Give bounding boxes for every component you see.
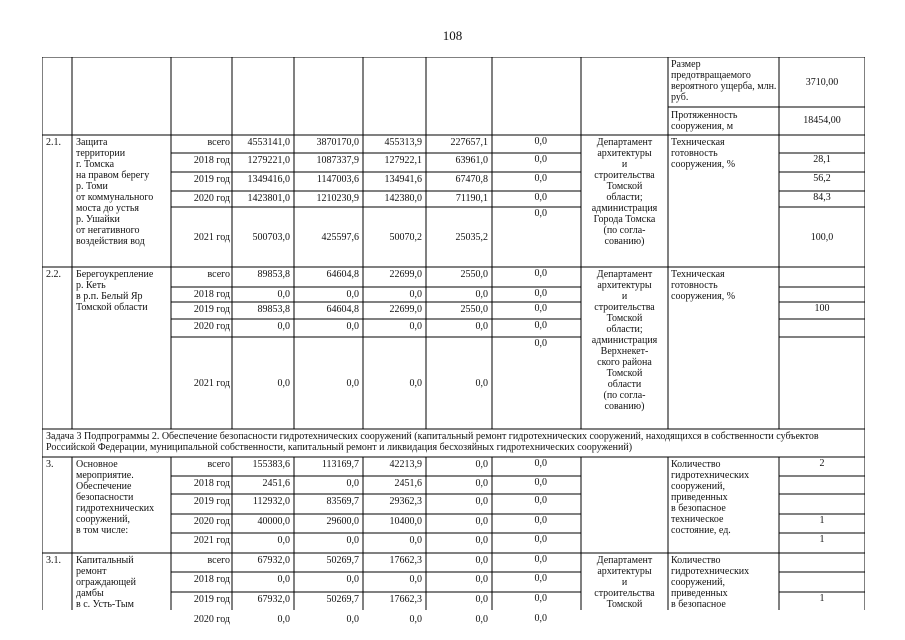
year-label	[173, 337, 230, 429]
row-name-text: Защита территории г. Томска на правом берегу р. Томи от коммунального моста до устья р. Ушайки от негативного воздействия вод	[76, 137, 154, 247]
year-label	[173, 614, 230, 625]
year-label-text: всего	[207, 137, 230, 148]
amount-total-text: 0,0	[277, 289, 290, 300]
amount-total-text: 0,0	[277, 614, 290, 625]
amount-regional-text: 50070,2	[389, 231, 422, 243]
indicator-value-text: 100	[814, 303, 830, 314]
amount-federal	[296, 207, 359, 267]
amount-local-text: 71190,1	[455, 193, 488, 204]
amount-other-text: 0,0	[534, 593, 547, 604]
amount-regional-text: 0,0	[409, 321, 422, 332]
amount-regional	[365, 478, 422, 489]
amount-local	[428, 496, 488, 507]
amount-total-text: 4553141,0	[247, 137, 290, 148]
amount-federal	[296, 478, 359, 489]
amount-local	[428, 269, 488, 280]
row-indicator	[671, 269, 779, 302]
row-indicator-text: Техническая готовность сооружения, %	[671, 137, 736, 170]
page-number: 108	[442, 28, 463, 43]
year-label	[173, 207, 230, 267]
amount-federal	[296, 614, 359, 625]
amount-other	[494, 338, 547, 349]
amount-local	[428, 459, 488, 470]
amount-other	[494, 495, 547, 506]
amount-total	[234, 516, 290, 527]
row-indicator	[671, 137, 779, 170]
amount-total	[234, 155, 290, 166]
amount-federal	[296, 321, 359, 332]
amount-local	[428, 614, 488, 625]
amount-other	[494, 458, 547, 469]
row-name-text: Капитальный ремонт ограждающей дамбы в с. Усть-Тым	[76, 555, 136, 610]
year-label-text: 2019 год	[193, 174, 230, 185]
row-indicator-text: Техническая готовность сооружения, %	[671, 269, 736, 302]
amount-regional-text: 0,0	[409, 574, 422, 585]
amount-total-text: 0,0	[277, 377, 290, 389]
row-name	[76, 269, 172, 313]
amount-other-text: 0,0	[534, 495, 547, 506]
amount-regional	[365, 574, 422, 585]
amount-total-text: 1423801,0	[247, 193, 290, 204]
row-executor	[581, 137, 668, 247]
amount-regional-text: 22699,0	[389, 269, 422, 280]
amount-local	[428, 137, 488, 148]
amount-local	[428, 289, 488, 300]
amount-other-text: 0,0	[534, 477, 547, 488]
indicator-value	[779, 173, 865, 184]
amount-local	[428, 535, 488, 546]
year-label	[173, 496, 230, 507]
indicator-value	[779, 303, 865, 314]
amount-federal-text: 0,0	[346, 377, 359, 389]
amount-other-text: 0,0	[534, 303, 547, 314]
amount-federal-text: 1210230,9	[316, 193, 359, 204]
indicator-value	[779, 515, 865, 526]
indicator-value-text: 1	[819, 515, 825, 526]
year-label	[173, 269, 230, 280]
top-indicator-length-text: Протяженность сооружения, м	[671, 110, 738, 132]
amount-federal-text: 50269,7	[326, 555, 359, 566]
amount-other-text: 0,0	[534, 515, 547, 526]
row-executor	[581, 269, 668, 412]
amount-other-text: 0,0	[534, 338, 547, 349]
amount-local	[428, 594, 488, 605]
amount-total-text: 1349416,0	[247, 174, 290, 185]
amount-local-text: 25035,2	[455, 231, 488, 243]
amount-local	[428, 574, 488, 585]
amount-total	[234, 137, 290, 148]
amount-other-text: 0,0	[534, 534, 547, 545]
amount-total-text: 67932,0	[257, 594, 290, 605]
amount-federal-text: 0,0	[346, 574, 359, 585]
amount-local-text: 0,0	[475, 614, 488, 625]
amount-local-text: 2550,0	[460, 269, 488, 280]
row-number	[46, 269, 70, 280]
indicator-value	[779, 192, 865, 203]
amount-regional-text: 0,0	[409, 289, 422, 300]
amount-federal-text: 0,0	[346, 289, 359, 300]
amount-local-text: 0,0	[475, 478, 488, 489]
amount-total	[234, 459, 290, 470]
indicator-value-text: 2	[819, 458, 825, 469]
amount-regional	[365, 459, 422, 470]
program-table	[42, 57, 865, 625]
amount-federal	[296, 337, 359, 429]
amount-other-text: 0,0	[534, 192, 547, 203]
amount-federal	[296, 174, 359, 185]
amount-other	[494, 534, 547, 545]
amount-total-text: 112932,0	[252, 496, 290, 507]
amount-federal	[296, 516, 359, 527]
indicator-value-text: 56,2	[813, 173, 831, 184]
amount-regional-text: 17662,3	[389, 555, 422, 566]
year-label-text: 2018 год	[193, 478, 230, 489]
amount-regional	[365, 496, 422, 507]
amount-local-text: 0,0	[475, 555, 488, 566]
row-number-text: 3.1.	[46, 555, 61, 566]
row-name	[76, 555, 172, 610]
amount-regional	[365, 207, 422, 267]
amount-federal	[296, 193, 359, 204]
amount-other	[494, 268, 547, 279]
amount-other	[494, 173, 547, 184]
amount-local-text: 2550,0	[460, 304, 488, 315]
year-label-text: 2018 год	[193, 289, 230, 300]
amount-total	[234, 594, 290, 605]
year-label-text: 2020 год	[193, 516, 230, 527]
row-name-text: Берегоукрепление р. Кеть в р.п. Белый Яр Томской области	[76, 269, 154, 313]
amount-local	[428, 155, 488, 166]
year-label-text: всего	[207, 269, 230, 280]
year-label	[173, 304, 230, 315]
amount-local	[428, 555, 488, 566]
amount-regional	[365, 321, 422, 332]
amount-regional-text: 134941,6	[384, 174, 422, 185]
amount-federal-text: 3870170,0	[316, 137, 359, 148]
row-executor	[581, 555, 668, 610]
amount-local-text: 0,0	[475, 377, 488, 389]
amount-federal-text: 1087337,9	[316, 155, 359, 166]
indicator-value	[779, 593, 865, 604]
year-label-text: 2018 год	[193, 574, 230, 585]
amount-total	[234, 304, 290, 315]
amount-local-text: 0,0	[475, 496, 488, 507]
amount-regional-text: 0,0	[409, 614, 422, 625]
amount-federal-text: 64604,8	[326, 304, 359, 315]
amount-total	[234, 207, 290, 267]
amount-regional	[365, 193, 422, 204]
top-value-length	[779, 115, 865, 126]
amount-total	[234, 193, 290, 204]
amount-regional-text: 2451,6	[394, 478, 422, 489]
amount-total	[234, 614, 290, 625]
amount-local	[428, 478, 488, 489]
task-heading-text: Задача 3 Подпрограммы 2. Обеспечение безопасности гидротехнических сооружений (капитальный ремонт гидротехнических сооружений, находящихся в собственности субъектов Российской Федерации, муниципальной собственности, капитальный ремонт и ликвидация бесхозяйных гидротехнических сооружений)	[46, 431, 819, 453]
amount-other	[494, 136, 547, 147]
row-number-text: 3.	[46, 459, 54, 470]
amount-other-text: 0,0	[534, 458, 547, 469]
year-label-text: 2021 год	[193, 231, 230, 243]
amount-regional	[365, 155, 422, 166]
amount-federal	[296, 574, 359, 585]
year-label	[173, 574, 230, 585]
year-label	[173, 137, 230, 148]
amount-local	[428, 304, 488, 315]
top-value-length-text: 18454,00	[803, 115, 841, 126]
amount-total-text: 89853,8	[257, 304, 290, 315]
amount-local-text: 0,0	[475, 459, 488, 470]
year-label	[173, 478, 230, 489]
amount-local	[428, 321, 488, 332]
amount-total	[234, 496, 290, 507]
amount-other	[494, 192, 547, 203]
amount-other	[494, 593, 547, 604]
top-value-damage	[779, 77, 865, 88]
amount-regional	[365, 289, 422, 300]
amount-total-text: 500703,0	[252, 231, 290, 243]
amount-federal-text: 50269,7	[326, 594, 359, 605]
amount-federal	[296, 496, 359, 507]
row-number	[46, 459, 70, 470]
amount-other	[494, 573, 547, 584]
amount-other	[494, 288, 547, 299]
indicator-value	[779, 534, 865, 545]
year-label-text: 2019 год	[193, 594, 230, 605]
year-label	[173, 193, 230, 204]
amount-total-text: 67932,0	[257, 555, 290, 566]
amount-regional	[365, 594, 422, 605]
amount-total-text: 40000,0	[257, 516, 290, 527]
top-value-damage-text: 3710,00	[805, 77, 839, 88]
amount-federal-text: 29600,0	[326, 516, 359, 527]
amount-other	[494, 554, 547, 565]
row-indicator	[671, 459, 779, 536]
amount-local	[428, 337, 488, 429]
amount-regional	[365, 555, 422, 566]
amount-regional	[365, 516, 422, 527]
amount-other-text: 0,0	[534, 573, 547, 584]
amount-local-text: 0,0	[475, 321, 488, 332]
amount-federal-text: 0,0	[346, 614, 359, 625]
row-indicator-text: Количество гидротехнических сооружений, приведенных в безопасное техническое состояние, ед.	[671, 459, 750, 536]
year-label-text: 2020 год	[193, 614, 230, 625]
amount-other-text: 0,0	[534, 136, 547, 147]
amount-total-text: 0,0	[277, 535, 290, 546]
amount-federal-text: 83569,7	[326, 496, 359, 507]
indicator-value-text: 28,1	[813, 154, 831, 165]
top-indicator-damage-text: Размер предотвращаемого вероятного ущерба, млн. руб.	[671, 59, 777, 103]
year-label	[173, 594, 230, 605]
row-number-text: 2.2.	[46, 269, 61, 280]
amount-other-text: 0,0	[534, 173, 547, 184]
amount-other-text: 0,0	[534, 208, 547, 219]
amount-other	[494, 303, 547, 314]
amount-federal	[296, 459, 359, 470]
row-indicator	[671, 555, 779, 610]
amount-regional	[365, 269, 422, 280]
amount-federal-text: 113169,7	[321, 459, 359, 470]
task-heading	[46, 431, 861, 453]
amount-regional-text: 22699,0	[389, 304, 422, 315]
indicator-value-text: 84,3	[813, 192, 831, 203]
amount-total	[234, 535, 290, 546]
amount-total	[234, 321, 290, 332]
amount-total-text: 89853,8	[257, 269, 290, 280]
amount-local-text: 227657,1	[450, 137, 488, 148]
amount-local-text: 0,0	[475, 289, 488, 300]
amount-other	[494, 320, 547, 331]
row-name-text: Основное мероприятие. Обеспечение безопасности гидротехнических сооружений, в том числе:	[76, 459, 155, 536]
amount-local-text: 0,0	[475, 535, 488, 546]
amount-total	[234, 555, 290, 566]
amount-other-text: 0,0	[534, 268, 547, 279]
indicator-value	[779, 458, 865, 469]
row-number	[46, 555, 70, 566]
row-number	[46, 137, 70, 148]
amount-regional	[365, 174, 422, 185]
year-label-text: 2019 год	[193, 496, 230, 507]
year-label	[173, 535, 230, 546]
year-label	[173, 555, 230, 566]
indicator-value-text: 100,0	[810, 231, 834, 243]
row-number-text: 2.1.	[46, 137, 61, 148]
amount-other	[494, 515, 547, 526]
amount-total	[234, 574, 290, 585]
amount-other-text: 0,0	[534, 288, 547, 299]
top-indicator-damage	[671, 59, 779, 103]
amount-regional-text: 29362,3	[389, 496, 422, 507]
amount-federal	[296, 304, 359, 315]
row-name	[76, 459, 172, 536]
amount-total-text: 155383,6	[252, 459, 290, 470]
amount-local-text: 0,0	[475, 516, 488, 527]
year-label-text: 2018 год	[193, 155, 230, 166]
amount-regional-text: 10400,0	[389, 516, 422, 527]
amount-other	[494, 208, 547, 219]
amount-federal-text: 425597,6	[321, 231, 359, 243]
amount-other-text: 0,0	[534, 154, 547, 165]
amount-other-text: 0,0	[534, 613, 547, 624]
amount-federal	[296, 289, 359, 300]
row-executor-text: Департамент архитектуры и строительства Томской области; администрация Верхнекет- ского района Томской области (по согла- сованию)	[591, 269, 658, 412]
amount-federal	[296, 137, 359, 148]
amount-local-text: 0,0	[475, 574, 488, 585]
amount-regional	[365, 535, 422, 546]
amount-regional-text: 455313,9	[384, 137, 422, 148]
indicator-value	[779, 207, 865, 267]
amount-local-text: 67470,8	[455, 174, 488, 185]
year-label-text: 2021 год	[193, 535, 230, 546]
year-label	[173, 155, 230, 166]
amount-total	[234, 174, 290, 185]
row-executor-text: Департамент архитектуры и строительства Томской области; администрация Города Томска (по согла- сованию)	[591, 137, 658, 247]
amount-federal	[296, 155, 359, 166]
indicator-value-text: 1	[819, 534, 825, 545]
top-indicator-length	[671, 110, 779, 132]
amount-regional-text: 17662,3	[389, 594, 422, 605]
amount-federal-text: 0,0	[346, 321, 359, 332]
amount-regional	[365, 614, 422, 625]
amount-other	[494, 477, 547, 488]
indicator-value	[779, 154, 865, 165]
amount-federal	[296, 269, 359, 280]
amount-other-text: 0,0	[534, 554, 547, 565]
year-label	[173, 321, 230, 332]
amount-total-text: 1279221,0	[247, 155, 290, 166]
amount-regional	[365, 304, 422, 315]
year-label	[173, 174, 230, 185]
year-label	[173, 516, 230, 527]
amount-federal-text: 64604,8	[326, 269, 359, 280]
amount-local	[428, 174, 488, 185]
year-label-text: 2021 год	[193, 377, 230, 389]
amount-other-text: 0,0	[534, 320, 547, 331]
amount-regional	[365, 337, 422, 429]
amount-regional-text: 42213,9	[389, 459, 422, 470]
amount-federal-text: 1147003,6	[316, 174, 359, 185]
amount-federal	[296, 594, 359, 605]
amount-federal-text: 0,0	[346, 535, 359, 546]
amount-regional-text: 0,0	[409, 377, 422, 389]
amount-total	[234, 289, 290, 300]
year-label-text: 2020 год	[193, 321, 230, 332]
amount-total-text: 0,0	[277, 574, 290, 585]
amount-regional	[365, 137, 422, 148]
row-name	[76, 137, 172, 247]
amount-total-text: 0,0	[277, 321, 290, 332]
amount-regional-text: 0,0	[409, 535, 422, 546]
indicator-value-text: 1	[819, 593, 825, 604]
amount-federal	[296, 555, 359, 566]
amount-local	[428, 193, 488, 204]
amount-local-text: 63961,0	[455, 155, 488, 166]
amount-total	[234, 478, 290, 489]
amount-total-text: 2451,6	[262, 478, 290, 489]
year-label	[173, 459, 230, 470]
year-label-text: 2020 год	[193, 193, 230, 204]
amount-regional-text: 127922,1	[384, 155, 422, 166]
year-label-text: 2019 год	[193, 304, 230, 315]
amount-local-text: 0,0	[475, 594, 488, 605]
amount-federal	[296, 535, 359, 546]
amount-total	[234, 269, 290, 280]
amount-federal-text: 0,0	[346, 478, 359, 489]
year-label	[173, 289, 230, 300]
row-indicator-text: Количество гидротехнических сооружений, приведенных в безопасное	[671, 555, 750, 610]
amount-other	[494, 613, 547, 624]
year-label-text: всего	[207, 555, 230, 566]
year-label-text: всего	[207, 459, 230, 470]
amount-total	[234, 337, 290, 429]
amount-other	[494, 154, 547, 165]
amount-local	[428, 207, 488, 267]
amount-regional-text: 142380,0	[384, 193, 422, 204]
row-executor-text: Департамент архитектуры и строительства Томской	[594, 555, 655, 610]
amount-local	[428, 516, 488, 527]
